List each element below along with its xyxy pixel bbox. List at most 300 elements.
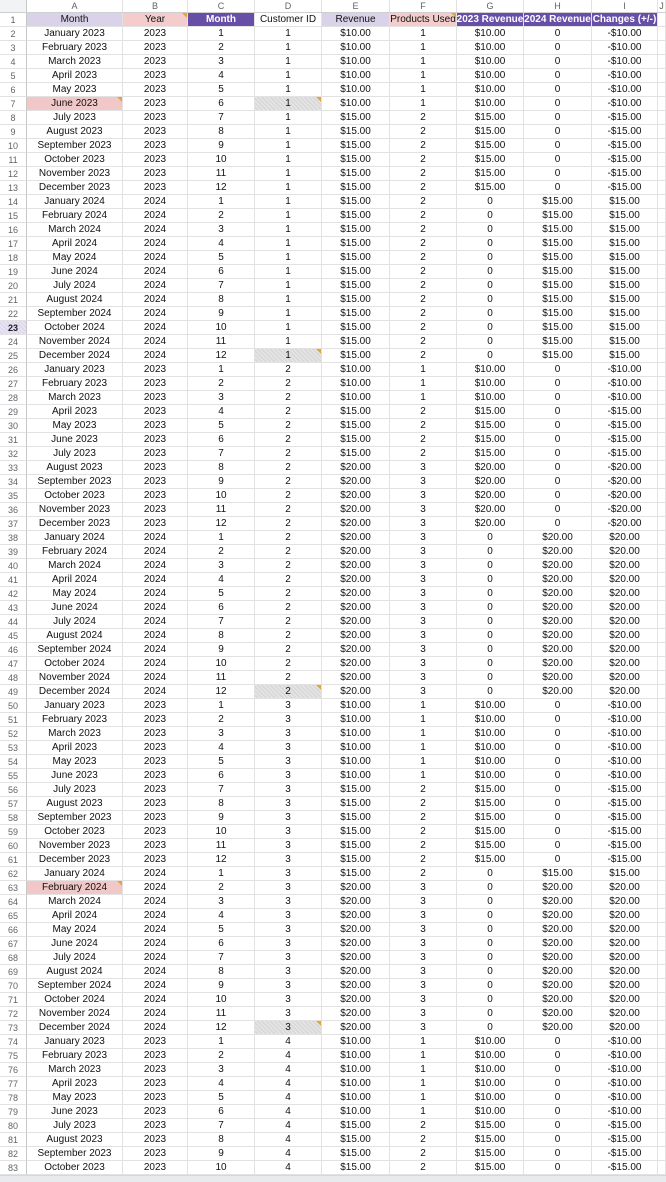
- cell-A38[interactable]: January 2024: [27, 531, 123, 545]
- cell-H12[interactable]: 0: [524, 167, 592, 181]
- row-number-71[interactable]: 71: [0, 993, 27, 1007]
- cell-G25[interactable]: 0: [457, 349, 524, 363]
- cell-C56[interactable]: 7: [188, 783, 255, 797]
- cell-D8[interactable]: 1: [255, 111, 322, 125]
- cell-A4[interactable]: March 2023: [27, 55, 123, 69]
- cell-C32[interactable]: 7: [188, 447, 255, 461]
- cell-G13[interactable]: $15.00: [457, 181, 524, 195]
- cell-C38[interactable]: 1: [188, 531, 255, 545]
- cell-E25[interactable]: $15.00: [322, 349, 390, 363]
- cell-A16[interactable]: March 2024: [27, 223, 123, 237]
- cell-I35[interactable]: -$20.00: [592, 489, 658, 503]
- cell-C17[interactable]: 4: [188, 237, 255, 251]
- cell-F46[interactable]: 3: [390, 643, 457, 657]
- cell-B13[interactable]: 2023: [123, 181, 188, 195]
- cell-D56[interactable]: 3: [255, 783, 322, 797]
- cell-G55[interactable]: $10.00: [457, 769, 524, 783]
- cell-H27[interactable]: 0: [524, 377, 592, 391]
- cell-G53[interactable]: $10.00: [457, 741, 524, 755]
- cell-F82[interactable]: 2: [390, 1147, 457, 1161]
- row-number-9[interactable]: 9: [0, 125, 27, 139]
- cell-C44[interactable]: 7: [188, 615, 255, 629]
- cell-F36[interactable]: 3: [390, 503, 457, 517]
- cell-D63[interactable]: 3: [255, 881, 322, 895]
- cell-I29[interactable]: -$15.00: [592, 405, 658, 419]
- cell-H30[interactable]: 0: [524, 419, 592, 433]
- row-number-82[interactable]: 82: [0, 1147, 27, 1161]
- cell-I8[interactable]: -$15.00: [592, 111, 658, 125]
- cell-B61[interactable]: 2023: [123, 853, 188, 867]
- cell-G72[interactable]: 0: [457, 1007, 524, 1021]
- cell-F49[interactable]: 3: [390, 685, 457, 699]
- cell-F80[interactable]: 2: [390, 1119, 457, 1133]
- cell-I44[interactable]: $20.00: [592, 615, 658, 629]
- cell-B74[interactable]: 2023: [123, 1035, 188, 1049]
- cell-E51[interactable]: $10.00: [322, 713, 390, 727]
- cell-F6[interactable]: 1: [390, 83, 457, 97]
- cell-E16[interactable]: $15.00: [322, 223, 390, 237]
- cell-A28[interactable]: March 2023: [27, 391, 123, 405]
- cell-H29[interactable]: 0: [524, 405, 592, 419]
- cell-I26[interactable]: -$10.00: [592, 363, 658, 377]
- cell-G12[interactable]: $15.00: [457, 167, 524, 181]
- cell-D70[interactable]: 3: [255, 979, 322, 993]
- cell-H41[interactable]: $20.00: [524, 573, 592, 587]
- cell-I7[interactable]: -$10.00: [592, 97, 658, 111]
- cell-J83[interactable]: [658, 1161, 666, 1175]
- cell-B71[interactable]: 2024: [123, 993, 188, 1007]
- cell-H57[interactable]: 0: [524, 797, 592, 811]
- cell-E58[interactable]: $15.00: [322, 811, 390, 825]
- cell-D9[interactable]: 1: [255, 125, 322, 139]
- cell-C55[interactable]: 6: [188, 769, 255, 783]
- cell-I57[interactable]: -$15.00: [592, 797, 658, 811]
- cell-A69[interactable]: August 2024: [27, 965, 123, 979]
- cell-F29[interactable]: 2: [390, 405, 457, 419]
- cell-A31[interactable]: June 2023: [27, 433, 123, 447]
- cell-J2[interactable]: [658, 27, 666, 41]
- cell-J47[interactable]: [658, 657, 666, 671]
- row-number-50[interactable]: 50: [0, 699, 27, 713]
- cell-H4[interactable]: 0: [524, 55, 592, 69]
- cell-B26[interactable]: 2023: [123, 363, 188, 377]
- cell-B48[interactable]: 2024: [123, 671, 188, 685]
- cell-A47[interactable]: October 2024: [27, 657, 123, 671]
- cell-A26[interactable]: January 2023: [27, 363, 123, 377]
- cell-I38[interactable]: $20.00: [592, 531, 658, 545]
- cell-A68[interactable]: July 2024: [27, 951, 123, 965]
- cell-B65[interactable]: 2024: [123, 909, 188, 923]
- cell-I50[interactable]: -$10.00: [592, 699, 658, 713]
- cell-E63[interactable]: $20.00: [322, 881, 390, 895]
- cell-G46[interactable]: 0: [457, 643, 524, 657]
- cell-E31[interactable]: $15.00: [322, 433, 390, 447]
- cell-D73[interactable]: 3: [255, 1021, 322, 1035]
- cell-B69[interactable]: 2024: [123, 965, 188, 979]
- column-letter-D[interactable]: D: [255, 0, 322, 12]
- cell-F50[interactable]: 1: [390, 699, 457, 713]
- cell-G52[interactable]: $10.00: [457, 727, 524, 741]
- cell-G23[interactable]: 0: [457, 321, 524, 335]
- cell-J27[interactable]: [658, 377, 666, 391]
- cell-H24[interactable]: $15.00: [524, 335, 592, 349]
- cell-G24[interactable]: 0: [457, 335, 524, 349]
- cell-I46[interactable]: $20.00: [592, 643, 658, 657]
- cell-B24[interactable]: 2024: [123, 335, 188, 349]
- cell-G78[interactable]: $10.00: [457, 1091, 524, 1105]
- cell-I10[interactable]: -$15.00: [592, 139, 658, 153]
- cell-D48[interactable]: 2: [255, 671, 322, 685]
- cell-D65[interactable]: 3: [255, 909, 322, 923]
- cell-J51[interactable]: [658, 713, 666, 727]
- cell-A58[interactable]: September 2023: [27, 811, 123, 825]
- cell-H16[interactable]: $15.00: [524, 223, 592, 237]
- row-number-67[interactable]: 67: [0, 937, 27, 951]
- cell-F43[interactable]: 3: [390, 601, 457, 615]
- cell-H39[interactable]: $20.00: [524, 545, 592, 559]
- cell-D57[interactable]: 3: [255, 797, 322, 811]
- cell-J64[interactable]: [658, 895, 666, 909]
- cell-I55[interactable]: -$10.00: [592, 769, 658, 783]
- cell-F11[interactable]: 2: [390, 153, 457, 167]
- cell-I6[interactable]: -$10.00: [592, 83, 658, 97]
- cell-A34[interactable]: September 2023: [27, 475, 123, 489]
- row-number-61[interactable]: 61: [0, 853, 27, 867]
- cell-I47[interactable]: $20.00: [592, 657, 658, 671]
- cell-E49[interactable]: $20.00: [322, 685, 390, 699]
- cell-H74[interactable]: 0: [524, 1035, 592, 1049]
- cell-E50[interactable]: $10.00: [322, 699, 390, 713]
- cell-E71[interactable]: $20.00: [322, 993, 390, 1007]
- row-number-51[interactable]: 51: [0, 713, 27, 727]
- cell-J38[interactable]: [658, 531, 666, 545]
- cell-I39[interactable]: $20.00: [592, 545, 658, 559]
- cell-D45[interactable]: 2: [255, 629, 322, 643]
- cell-A14[interactable]: January 2024: [27, 195, 123, 209]
- cell-D38[interactable]: 2: [255, 531, 322, 545]
- cell-H60[interactable]: 0: [524, 839, 592, 853]
- cell-B44[interactable]: 2024: [123, 615, 188, 629]
- cell-E80[interactable]: $15.00: [322, 1119, 390, 1133]
- cell-E43[interactable]: $20.00: [322, 601, 390, 615]
- cell-G39[interactable]: 0: [457, 545, 524, 559]
- cell-D76[interactable]: 4: [255, 1063, 322, 1077]
- cell-D46[interactable]: 2: [255, 643, 322, 657]
- cell-C8[interactable]: 7: [188, 111, 255, 125]
- cell-E67[interactable]: $20.00: [322, 937, 390, 951]
- cell-G60[interactable]: $15.00: [457, 839, 524, 853]
- cell-F70[interactable]: 3: [390, 979, 457, 993]
- cell-A29[interactable]: April 2023: [27, 405, 123, 419]
- cell-G21[interactable]: 0: [457, 293, 524, 307]
- cell-G66[interactable]: 0: [457, 923, 524, 937]
- row-number-36[interactable]: 36: [0, 503, 27, 517]
- cell-H64[interactable]: $20.00: [524, 895, 592, 909]
- row-number-43[interactable]: 43: [0, 601, 27, 615]
- header-cell-H1[interactable]: 2024 Revenue: [524, 13, 592, 27]
- row-number-75[interactable]: 75: [0, 1049, 27, 1063]
- cell-D44[interactable]: 2: [255, 615, 322, 629]
- cell-E14[interactable]: $15.00: [322, 195, 390, 209]
- cell-H61[interactable]: 0: [524, 853, 592, 867]
- row-number-74[interactable]: 74: [0, 1035, 27, 1049]
- cell-G30[interactable]: $15.00: [457, 419, 524, 433]
- cell-B82[interactable]: 2023: [123, 1147, 188, 1161]
- cell-I27[interactable]: -$10.00: [592, 377, 658, 391]
- cell-H79[interactable]: 0: [524, 1105, 592, 1119]
- cell-J8[interactable]: [658, 111, 666, 125]
- cell-B63[interactable]: 2024: [123, 881, 188, 895]
- cell-B10[interactable]: 2023: [123, 139, 188, 153]
- cell-G61[interactable]: $15.00: [457, 853, 524, 867]
- cell-H65[interactable]: $20.00: [524, 909, 592, 923]
- cell-G10[interactable]: $15.00: [457, 139, 524, 153]
- cell-I56[interactable]: -$15.00: [592, 783, 658, 797]
- cell-I54[interactable]: -$10.00: [592, 755, 658, 769]
- cell-J50[interactable]: [658, 699, 666, 713]
- cell-G81[interactable]: $15.00: [457, 1133, 524, 1147]
- cell-E35[interactable]: $20.00: [322, 489, 390, 503]
- cell-E5[interactable]: $10.00: [322, 69, 390, 83]
- cell-G68[interactable]: 0: [457, 951, 524, 965]
- cell-I33[interactable]: -$20.00: [592, 461, 658, 475]
- cell-J40[interactable]: [658, 559, 666, 573]
- cell-A11[interactable]: October 2023: [27, 153, 123, 167]
- cell-H44[interactable]: $20.00: [524, 615, 592, 629]
- cell-B6[interactable]: 2023: [123, 83, 188, 97]
- header-cell-A1[interactable]: Month: [27, 13, 123, 27]
- cell-J37[interactable]: [658, 517, 666, 531]
- cell-F25[interactable]: 2: [390, 349, 457, 363]
- cell-F34[interactable]: 3: [390, 475, 457, 489]
- cell-G70[interactable]: 0: [457, 979, 524, 993]
- cell-B79[interactable]: 2023: [123, 1105, 188, 1119]
- cell-D60[interactable]: 3: [255, 839, 322, 853]
- cell-F38[interactable]: 3: [390, 531, 457, 545]
- cell-C66[interactable]: 5: [188, 923, 255, 937]
- cell-I2[interactable]: -$10.00: [592, 27, 658, 41]
- cell-G75[interactable]: $10.00: [457, 1049, 524, 1063]
- cell-D23[interactable]: 1: [255, 321, 322, 335]
- cell-F78[interactable]: 1: [390, 1091, 457, 1105]
- cell-F67[interactable]: 3: [390, 937, 457, 951]
- cell-E30[interactable]: $15.00: [322, 419, 390, 433]
- cell-E9[interactable]: $15.00: [322, 125, 390, 139]
- cell-J65[interactable]: [658, 909, 666, 923]
- cell-F14[interactable]: 2: [390, 195, 457, 209]
- cell-H32[interactable]: 0: [524, 447, 592, 461]
- cell-A71[interactable]: October 2024: [27, 993, 123, 1007]
- column-letter-H[interactable]: H: [524, 0, 592, 12]
- cell-D61[interactable]: 3: [255, 853, 322, 867]
- row-number-26[interactable]: 26: [0, 363, 27, 377]
- cell-C74[interactable]: 1: [188, 1035, 255, 1049]
- header-cell-F1[interactable]: Products Used: [390, 13, 457, 27]
- cell-J71[interactable]: [658, 993, 666, 1007]
- cell-J26[interactable]: [658, 363, 666, 377]
- cell-I59[interactable]: -$15.00: [592, 825, 658, 839]
- cell-J55[interactable]: [658, 769, 666, 783]
- cell-H18[interactable]: $15.00: [524, 251, 592, 265]
- cell-A45[interactable]: August 2024: [27, 629, 123, 643]
- cell-H71[interactable]: $20.00: [524, 993, 592, 1007]
- cell-G50[interactable]: $10.00: [457, 699, 524, 713]
- row-number-7[interactable]: 7: [0, 97, 27, 111]
- cell-G80[interactable]: $15.00: [457, 1119, 524, 1133]
- cell-D31[interactable]: 2: [255, 433, 322, 447]
- row-number-22[interactable]: 22: [0, 307, 27, 321]
- row-number-21[interactable]: 21: [0, 293, 27, 307]
- cell-F41[interactable]: 3: [390, 573, 457, 587]
- cell-F32[interactable]: 2: [390, 447, 457, 461]
- cell-G40[interactable]: 0: [457, 559, 524, 573]
- cell-A59[interactable]: October 2023: [27, 825, 123, 839]
- header-cell-I1[interactable]: Changes (+/-): [592, 13, 658, 27]
- row-number-30[interactable]: 30: [0, 419, 27, 433]
- cell-D3[interactable]: 1: [255, 41, 322, 55]
- cell-B22[interactable]: 2024: [123, 307, 188, 321]
- cell-G44[interactable]: 0: [457, 615, 524, 629]
- row-number-80[interactable]: 80: [0, 1119, 27, 1133]
- cell-G3[interactable]: $10.00: [457, 41, 524, 55]
- cell-A30[interactable]: May 2023: [27, 419, 123, 433]
- cell-B3[interactable]: 2023: [123, 41, 188, 55]
- cell-C43[interactable]: 6: [188, 601, 255, 615]
- row-number-1[interactable]: 1: [0, 13, 27, 27]
- cell-A67[interactable]: June 2024: [27, 937, 123, 951]
- cell-H77[interactable]: 0: [524, 1077, 592, 1091]
- cell-G82[interactable]: $15.00: [457, 1147, 524, 1161]
- row-number-39[interactable]: 39: [0, 545, 27, 559]
- cell-J57[interactable]: [658, 797, 666, 811]
- cell-F9[interactable]: 2: [390, 125, 457, 139]
- cell-C80[interactable]: 7: [188, 1119, 255, 1133]
- cell-G47[interactable]: 0: [457, 657, 524, 671]
- cell-D29[interactable]: 2: [255, 405, 322, 419]
- cell-G4[interactable]: $10.00: [457, 55, 524, 69]
- cell-D74[interactable]: 4: [255, 1035, 322, 1049]
- cell-B29[interactable]: 2023: [123, 405, 188, 419]
- row-number-63[interactable]: 63: [0, 881, 27, 895]
- cell-D67[interactable]: 3: [255, 937, 322, 951]
- cell-B51[interactable]: 2023: [123, 713, 188, 727]
- cell-J67[interactable]: [658, 937, 666, 951]
- cell-F65[interactable]: 3: [390, 909, 457, 923]
- cell-E41[interactable]: $20.00: [322, 573, 390, 587]
- cell-I68[interactable]: $20.00: [592, 951, 658, 965]
- column-letter-G[interactable]: G: [457, 0, 524, 12]
- cell-H33[interactable]: 0: [524, 461, 592, 475]
- cell-J15[interactable]: [658, 209, 666, 223]
- cell-E8[interactable]: $15.00: [322, 111, 390, 125]
- cell-H15[interactable]: $15.00: [524, 209, 592, 223]
- cell-G63[interactable]: 0: [457, 881, 524, 895]
- cell-B57[interactable]: 2023: [123, 797, 188, 811]
- cell-J81[interactable]: [658, 1133, 666, 1147]
- cell-A79[interactable]: June 2023: [27, 1105, 123, 1119]
- cell-D2[interactable]: 1: [255, 27, 322, 41]
- cell-A22[interactable]: September 2024: [27, 307, 123, 321]
- cell-H72[interactable]: $20.00: [524, 1007, 592, 1021]
- cell-C81[interactable]: 8: [188, 1133, 255, 1147]
- cell-A36[interactable]: November 2023: [27, 503, 123, 517]
- cell-A41[interactable]: April 2024: [27, 573, 123, 587]
- cell-D24[interactable]: 1: [255, 335, 322, 349]
- cell-E11[interactable]: $15.00: [322, 153, 390, 167]
- cell-C54[interactable]: 5: [188, 755, 255, 769]
- cell-H9[interactable]: 0: [524, 125, 592, 139]
- row-number-73[interactable]: 73: [0, 1021, 27, 1035]
- cell-J54[interactable]: [658, 755, 666, 769]
- cell-G83[interactable]: $15.00: [457, 1161, 524, 1175]
- cell-F55[interactable]: 1: [390, 769, 457, 783]
- cell-F76[interactable]: 1: [390, 1063, 457, 1077]
- cell-J14[interactable]: [658, 195, 666, 209]
- cell-J32[interactable]: [658, 447, 666, 461]
- row-number-56[interactable]: 56: [0, 783, 27, 797]
- row-number-40[interactable]: 40: [0, 559, 27, 573]
- cell-C36[interactable]: 11: [188, 503, 255, 517]
- cell-D21[interactable]: 1: [255, 293, 322, 307]
- cell-D20[interactable]: 1: [255, 279, 322, 293]
- cell-A39[interactable]: February 2024: [27, 545, 123, 559]
- cell-G64[interactable]: 0: [457, 895, 524, 909]
- cell-C60[interactable]: 11: [188, 839, 255, 853]
- select-all-corner[interactable]: [0, 0, 27, 12]
- cell-J73[interactable]: [658, 1021, 666, 1035]
- cell-F20[interactable]: 2: [390, 279, 457, 293]
- cell-F5[interactable]: 1: [390, 69, 457, 83]
- cell-G38[interactable]: 0: [457, 531, 524, 545]
- row-number-44[interactable]: 44: [0, 615, 27, 629]
- cell-H19[interactable]: $15.00: [524, 265, 592, 279]
- cell-J41[interactable]: [658, 573, 666, 587]
- cell-G54[interactable]: $10.00: [457, 755, 524, 769]
- cell-I11[interactable]: -$15.00: [592, 153, 658, 167]
- cell-I49[interactable]: $20.00: [592, 685, 658, 699]
- cell-B64[interactable]: 2024: [123, 895, 188, 909]
- cell-G33[interactable]: $20.00: [457, 461, 524, 475]
- cell-D17[interactable]: 1: [255, 237, 322, 251]
- cell-H7[interactable]: 0: [524, 97, 592, 111]
- cell-A54[interactable]: May 2023: [27, 755, 123, 769]
- cell-E40[interactable]: $20.00: [322, 559, 390, 573]
- cell-I53[interactable]: -$10.00: [592, 741, 658, 755]
- cell-J5[interactable]: [658, 69, 666, 83]
- column-letter-A[interactable]: A: [27, 0, 123, 12]
- cell-I61[interactable]: -$15.00: [592, 853, 658, 867]
- cell-E28[interactable]: $10.00: [322, 391, 390, 405]
- cell-D35[interactable]: 2: [255, 489, 322, 503]
- cell-J16[interactable]: [658, 223, 666, 237]
- cell-I62[interactable]: $15.00: [592, 867, 658, 881]
- row-number-32[interactable]: 32: [0, 447, 27, 461]
- cell-D26[interactable]: 2: [255, 363, 322, 377]
- cell-D40[interactable]: 2: [255, 559, 322, 573]
- cell-D22[interactable]: 1: [255, 307, 322, 321]
- cell-I18[interactable]: $15.00: [592, 251, 658, 265]
- cell-G20[interactable]: 0: [457, 279, 524, 293]
- cell-D14[interactable]: 1: [255, 195, 322, 209]
- cell-G16[interactable]: 0: [457, 223, 524, 237]
- cell-E76[interactable]: $10.00: [322, 1063, 390, 1077]
- cell-G11[interactable]: $15.00: [457, 153, 524, 167]
- row-number-17[interactable]: 17: [0, 237, 27, 251]
- cell-F66[interactable]: 3: [390, 923, 457, 937]
- cell-B77[interactable]: 2023: [123, 1077, 188, 1091]
- cell-C7[interactable]: 6: [188, 97, 255, 111]
- cell-G45[interactable]: 0: [457, 629, 524, 643]
